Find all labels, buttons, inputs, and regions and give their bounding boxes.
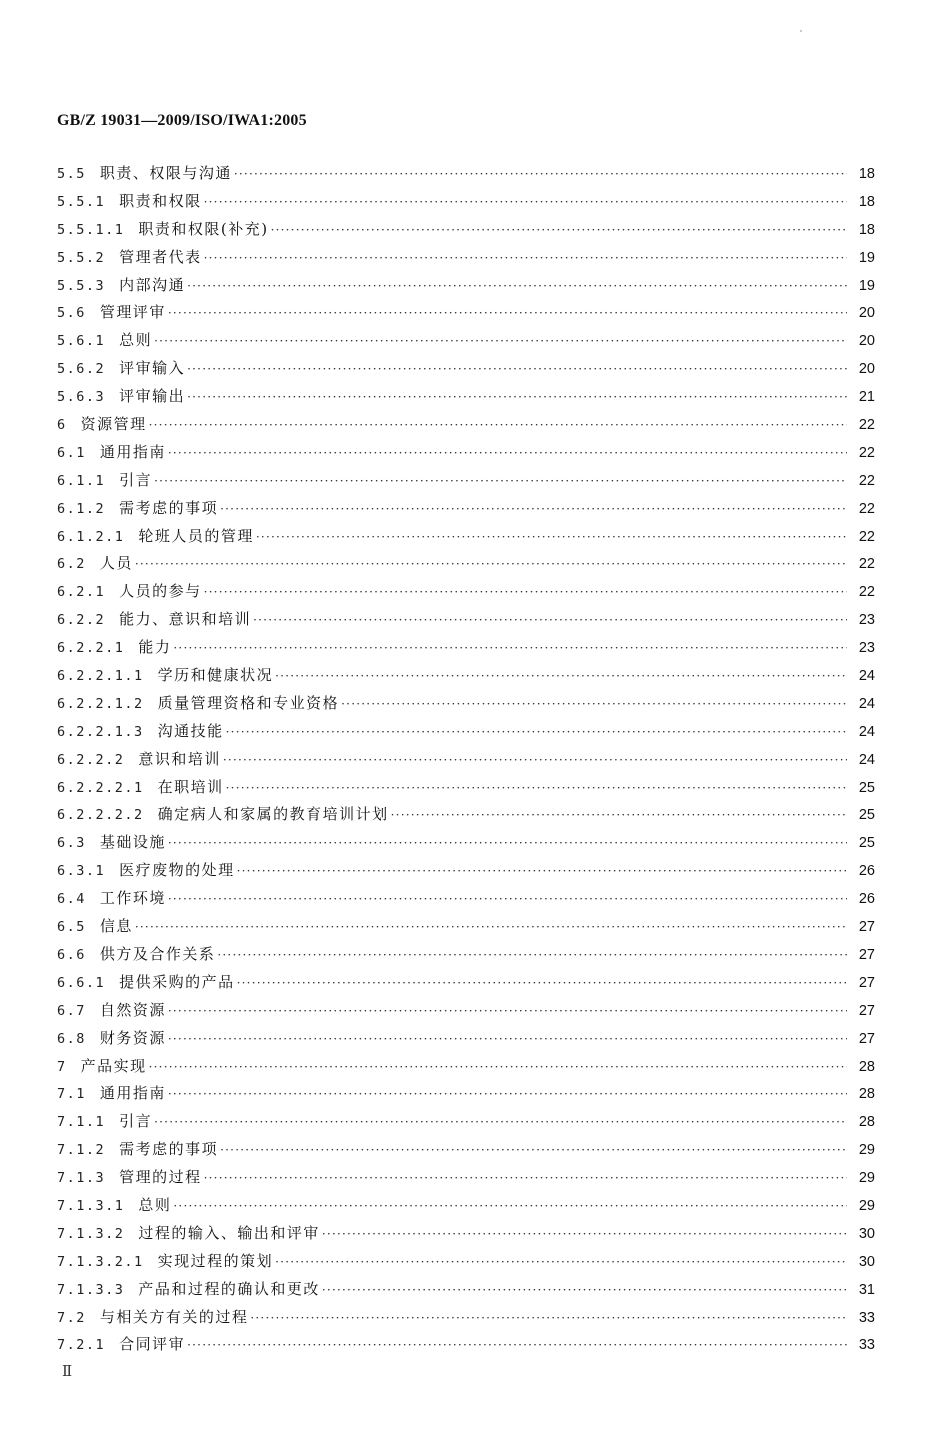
toc-entry[interactable] [57,1080,875,1108]
toc-dot-leader [234,161,847,189]
toc-entry[interactable] [57,1304,875,1332]
toc-section-number: 6.8 [57,1030,86,1047]
toc-section-title: 人员的参与 [119,582,202,601]
toc-page-number: 28 [858,1058,875,1075]
toc-section-number: 5.5.1.1 [57,221,125,238]
toc-section-title: 财务资源 [99,1028,166,1047]
toc-dot-leader [168,886,847,914]
toc-page-number: 22 [858,444,875,461]
toc-section-number: 7.1.3.2.1 [57,1253,144,1270]
toc-page-number: 28 [858,1086,875,1103]
toc-section-number: 7.1.3.3 [57,1281,125,1298]
toc-page-number: 27 [858,1030,875,1047]
toc-page-number: 30 [858,1225,875,1242]
toc-section-number: 6.2.2.2.2 [57,807,144,824]
toc-section-number: 7 [57,1058,67,1075]
toc-entry[interactable] [57,439,875,467]
toc-entry[interactable] [57,634,875,662]
toc-section-number: 6.2.2 [57,612,106,629]
toc-section-number: 5.5.3 [57,277,106,294]
toc-section-title: 合同评审 [119,1335,186,1354]
toc-section-title: 通用指南 [99,1084,166,1103]
toc-dot-leader [149,412,847,440]
toc-entry[interactable] [57,188,875,216]
toc-section-title: 引言 [119,1112,153,1131]
toc-entry[interactable] [57,1192,875,1220]
toc-entry[interactable] [57,746,875,774]
toc-section-title: 管理者代表 [119,247,202,266]
toc-entry[interactable] [57,885,875,913]
toc-dot-leader [154,328,847,356]
toc-section-title: 自然资源 [99,1000,166,1019]
toc-page-number: 30 [858,1253,875,1270]
standard-code-header: GB/Z 19031—2009/ISO/IWA1:2005 [57,112,307,129]
toc-section-number: 5.5 [57,166,86,182]
toc-page-number: 23 [858,612,875,629]
toc-entry[interactable] [57,272,875,300]
toc-dot-leader [322,1221,847,1249]
toc-dot-leader [220,1137,847,1165]
toc-dot-leader [204,245,847,273]
toc-dot-leader [187,273,847,301]
toc-section-number: 5.5.2 [57,249,106,266]
toc-section-title: 能力、意识和培训 [119,610,252,629]
toc-entry[interactable] [57,690,875,718]
toc-section-number: 6.2 [57,556,86,573]
toc-entry[interactable] [57,774,875,802]
toc-section-number: 6.7 [57,1002,86,1019]
toc-dot-leader [237,970,847,998]
toc-dot-leader [226,775,847,803]
toc-page-number: 24 [858,751,875,768]
toc-section-title: 通用指南 [99,442,166,461]
toc-entry[interactable] [57,383,875,411]
toc-page-number: 20 [858,361,875,378]
toc-entry[interactable] [57,1136,875,1164]
toc-page-number: 23 [858,640,875,657]
toc-entry[interactable] [57,244,875,272]
toc-page-number: 20 [858,305,875,322]
toc-section-number: 6.1.1 [57,472,106,489]
toc-dot-leader [275,663,847,691]
toc-entry[interactable] [57,997,875,1025]
toc-entry[interactable] [57,523,875,551]
toc-section-number: 7.1.3.2 [57,1225,125,1242]
toc-dot-leader [223,747,847,775]
toc-section-title: 工作环境 [99,889,166,908]
toc-section-title: 实现过程的策划 [157,1251,274,1270]
toc-page-number: 31 [858,1281,875,1298]
toc-section-title: 基础设施 [99,833,166,852]
toc-page-number: 19 [858,249,875,266]
toc-entry[interactable] [57,1108,875,1136]
toc-page-number: 28 [858,1114,875,1131]
toc-section-title: 学历和健康状况 [157,666,274,685]
toc-section-number: 6.3 [57,835,86,852]
toc-entry[interactable] [57,327,875,355]
toc-entry[interactable] [57,216,875,244]
toc-dot-leader [168,300,847,328]
toc-entry[interactable] [57,801,875,829]
toc-dot-leader [271,217,847,245]
toc-entry[interactable] [57,1248,875,1276]
toc-page-number: 22 [858,556,875,573]
toc-dot-leader [173,635,847,663]
toc-entry[interactable] [57,941,875,969]
toc-page-number: 25 [858,807,875,824]
toc-section-number: 7.1 [57,1086,86,1103]
toc-section-title: 与相关方有关的过程 [99,1307,249,1326]
toc-page-number: 21 [858,389,875,406]
toc-entry[interactable] [57,160,875,188]
toc-dot-leader [217,942,847,970]
toc-section-title: 评审输出 [119,387,186,406]
toc-entry[interactable] [57,299,875,327]
toc-page-number: 26 [858,891,875,908]
toc-section-title: 总则 [138,1195,172,1214]
toc-dot-leader [275,1249,847,1277]
toc-page-number: 29 [858,1197,875,1214]
toc-section-title: 医疗废物的处理 [119,861,235,880]
toc-entry[interactable] [57,606,875,634]
toc-page-number: 27 [858,946,875,963]
toc-section-title: 资源管理 [80,415,147,434]
toc-section-title: 职责和权限 [119,191,202,210]
toc-section-number: 6 [57,417,67,434]
toc-page-number: 27 [858,919,875,936]
toc-entry[interactable] [57,467,875,495]
toc-page-number: 18 [858,221,875,238]
toc-dot-leader [168,998,847,1026]
toc-page-number: 25 [858,835,875,852]
toc-section-title: 信息 [99,917,133,936]
toc-entry[interactable] [57,1220,875,1248]
toc-section-number: 5.6.2 [57,361,106,378]
toc-section-title: 确定病人和家属的教育培训计划 [157,805,389,824]
toc-entry[interactable] [57,1053,875,1081]
toc-section-title: 总则 [119,331,153,350]
toc-section-number: 6.2.2.2.1 [57,779,144,796]
toc-dot-leader [250,1305,847,1333]
toc-entry[interactable] [57,829,875,857]
toc-dot-leader [204,579,847,607]
toc-section-title: 需考虑的事项 [119,1140,219,1159]
toc-dot-leader [135,551,847,579]
toc-page-number: 33 [858,1309,875,1326]
toc-entry[interactable] [57,662,875,690]
toc-section-title: 内部沟通 [119,275,186,294]
toc-entry[interactable] [57,913,875,941]
toc-section-number: 6.5 [57,919,86,936]
toc-dot-leader [149,1054,847,1082]
toc-section-title: 轮班人员的管理 [138,526,254,545]
toc-dot-leader [168,1081,847,1109]
toc-entry[interactable] [57,857,875,885]
toc-section-number: 6.6.1 [57,974,106,991]
toc-page-number: 29 [858,1170,875,1187]
toc-section-number: 5.5.1 [57,193,106,210]
toc-page-number: 24 [858,668,875,685]
toc-section-title: 管理的过程 [119,1168,202,1187]
toc-dot-leader [154,1109,847,1137]
toc-page-number: 33 [858,1337,875,1354]
toc-section-number: 7.1.2 [57,1142,106,1159]
toc-section-number: 6.2.2.1.2 [57,695,144,712]
toc-page-number: 27 [858,1002,875,1019]
toc-section-number: 6.2.1 [57,584,106,601]
toc-page-number: 18 [858,166,875,182]
toc-section-number: 6.1.2 [57,500,106,517]
toc-dot-leader [322,1277,847,1305]
toc-section-title: 产品实现 [80,1056,147,1075]
toc-section-number: 6.1.2.1 [57,528,125,545]
toc-dot-leader [204,189,847,217]
toc-entry[interactable] [57,411,875,439]
toc-section-title: 提供采购的产品 [119,972,235,991]
toc-section-number: 5.6 [57,305,86,322]
toc-dot-leader [226,719,847,747]
toc-section-title: 意识和培训 [138,749,221,768]
toc-dot-leader [168,830,847,858]
toc-section-number: 6.3.1 [57,863,106,880]
toc-section-number: 7.2.1 [57,1337,106,1354]
toc-section-number: 6.2.2.1 [57,640,125,657]
toc-page-number: 24 [858,723,875,740]
toc-section-title: 沟通技能 [157,721,224,740]
toc-dot-leader [204,1165,847,1193]
toc-page-number: 20 [858,333,875,350]
toc-dot-leader [341,691,847,719]
scan-speck [800,30,802,32]
toc-section-title: 能力 [138,638,172,657]
toc-page-number: 19 [858,277,875,294]
toc-dot-leader [154,468,847,496]
toc-section-number: 7.1.3.1 [57,1197,125,1214]
toc-entry[interactable] [57,969,875,997]
toc-section-number: 7.2 [57,1309,86,1326]
toc-section-title: 人员 [99,554,133,573]
toc-entry[interactable] [57,578,875,606]
toc-entry[interactable] [57,550,875,578]
toc-dot-leader [391,802,847,830]
toc-page-number: 26 [858,863,875,880]
toc-dot-leader [168,440,847,468]
toc-page-number: 29 [858,1142,875,1159]
toc-section-number: 5.6.1 [57,333,106,350]
toc-entry[interactable] [57,718,875,746]
toc-section-title: 评审输入 [119,359,186,378]
toc-section-number: 6.2.2.1.1 [57,668,144,685]
toc-page-number: 22 [858,417,875,434]
toc-dot-leader [220,496,847,524]
toc-entry[interactable] [57,1276,875,1304]
toc-section-title: 引言 [119,470,153,489]
toc-page-number: 22 [858,584,875,601]
toc-dot-leader [237,858,847,886]
toc-section-title: 管理评审 [99,303,166,322]
toc-dot-leader [168,1026,847,1054]
toc-section-title: 职责、权限与沟通 [99,164,232,182]
toc-dot-leader [253,607,847,635]
toc-section-number: 7.1.1 [57,1114,106,1131]
toc-section-title: 职责和权限(补充) [138,219,269,238]
toc-section-number: 6.1 [57,444,86,461]
toc-page-number: 18 [858,193,875,210]
toc-dot-leader [256,524,847,552]
toc-section-title: 产品和过程的确认和更改 [138,1279,320,1298]
toc-entry[interactable] [57,495,875,523]
toc-page-number: 22 [858,528,875,545]
toc-section-title: 过程的输入、输出和评审 [138,1223,320,1242]
toc-page-number: 22 [858,472,875,489]
toc-section-number: 7.1.3 [57,1170,106,1187]
toc-section-title: 供方及合作关系 [99,944,216,963]
toc-section-title: 在职培训 [157,777,224,796]
page-number: Ⅱ [62,1364,73,1380]
toc-dot-leader [135,914,847,942]
toc-entry[interactable] [57,355,875,383]
toc-section-title: 需考虑的事项 [119,498,219,517]
toc-dot-leader [187,1332,847,1360]
toc-entry[interactable] [57,1025,875,1053]
toc-dot-leader [187,356,847,384]
toc-page-number: 25 [858,779,875,796]
toc-entry[interactable] [57,1331,875,1359]
toc-section-number: 6.2.2.1.3 [57,723,144,740]
toc-entry[interactable] [57,1164,875,1192]
toc-section-number: 6.6 [57,946,86,963]
toc-section-number: 5.6.3 [57,389,106,406]
toc-section-number: 6.4 [57,891,86,908]
toc-page-number: 24 [858,695,875,712]
toc-dot-leader [173,1193,847,1221]
toc-section-number: 6.2.2.2 [57,751,125,768]
toc-page-number: 27 [858,974,875,991]
table-of-contents [57,160,875,1359]
toc-dot-leader [187,384,847,412]
toc-page-number: 22 [858,500,875,517]
toc-section-title: 质量管理资格和专业资格 [157,693,340,712]
